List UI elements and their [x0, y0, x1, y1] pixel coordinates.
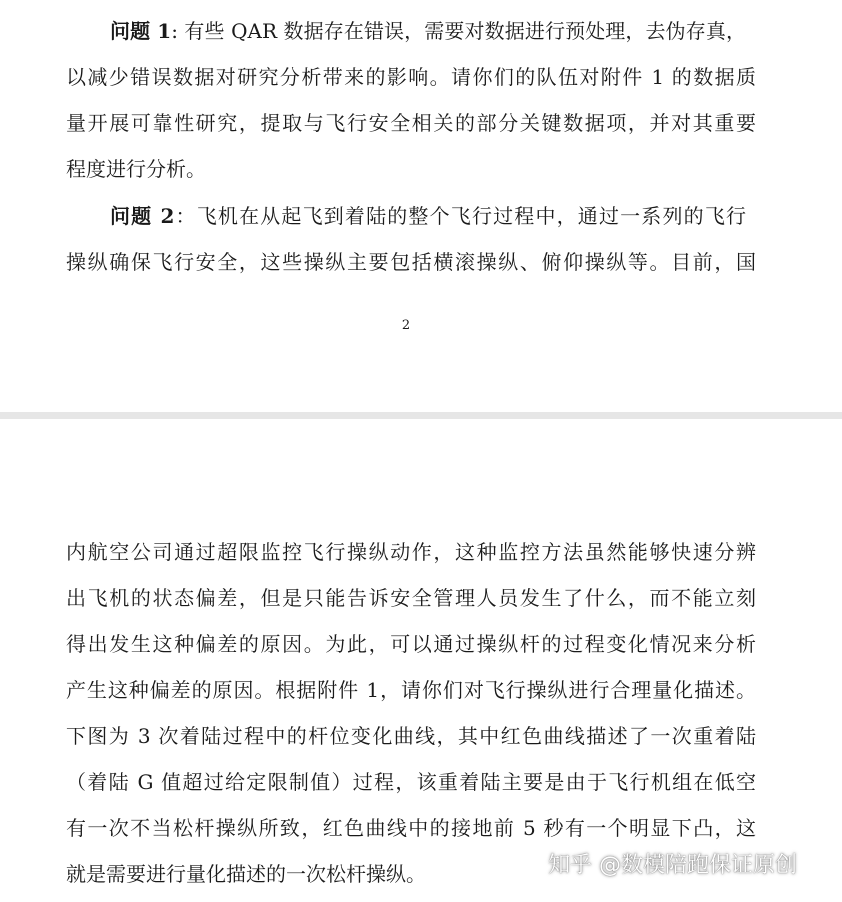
problem1-line-1: 问题 1: 有些 QAR 数据存在错误，需要对数据进行预处理，去伪存真， [110, 19, 746, 43]
page-number: 2 [401, 318, 411, 333]
document-page-1 [0, 0, 842, 412]
document-page-2 [0, 419, 842, 902]
page2-line-5: 下图为 3 次着陆过程中的杆位变化曲线，其中红色曲线描述了一次重着陆 [66, 724, 756, 748]
page2-line-6: （着陆 G 值超过给定限制值）过程，该重着陆主要是由于飞行机组在低空 [66, 770, 756, 794]
problem1-line-3: 量开展可靠性研究，提取与飞行安全相关的部分关键数据项，并对其重要 [66, 111, 756, 135]
problem2-line-1: 问题 2：飞机在从起飞到着陆的整个飞行过程中，通过一系列的飞行 [110, 204, 746, 228]
problem1-line-4: 程度进行分析。 [66, 157, 206, 181]
page2-line-8: 就是需要进行量化描述的一次松杆操纵。 [66, 862, 426, 886]
problem1-label: 问题 1 [110, 19, 172, 43]
problem2-label: 问题 2 [110, 204, 175, 228]
page2-line-3: 得出发生这种偏差的原因。为此，可以通过操纵杆的过程变化情况来分析 [66, 632, 756, 656]
problem1-line-2: 以减少错误数据对研究分析带来的影响。请你们的队伍对附件 1 的数据质 [66, 65, 756, 89]
page2-line-2: 出飞机的状态偏差，但是只能告诉安全管理人员发生了什么，而不能立刻 [66, 586, 756, 610]
page-separator [0, 412, 842, 419]
problem2-line-2: 操纵确保飞行安全，这些操纵主要包括横滚操纵、俯仰操纵等。目前，国 [66, 250, 756, 274]
page2-line-1: 内航空公司通过超限监控飞行操纵动作，这种监控方法虽然能够快速分辨 [66, 540, 756, 564]
page2-line-4: 产生这种偏差的原因。根据附件 1，请你们对飞行操纵进行合理量化描述。 [66, 678, 756, 702]
zhihu-watermark: 知乎 @数模陪跑保证原创 [548, 853, 797, 878]
page2-line-7: 有一次不当松杆操纵所致，红色曲线中的接地前 5 秒有一个明显下凸，这 [66, 816, 756, 840]
